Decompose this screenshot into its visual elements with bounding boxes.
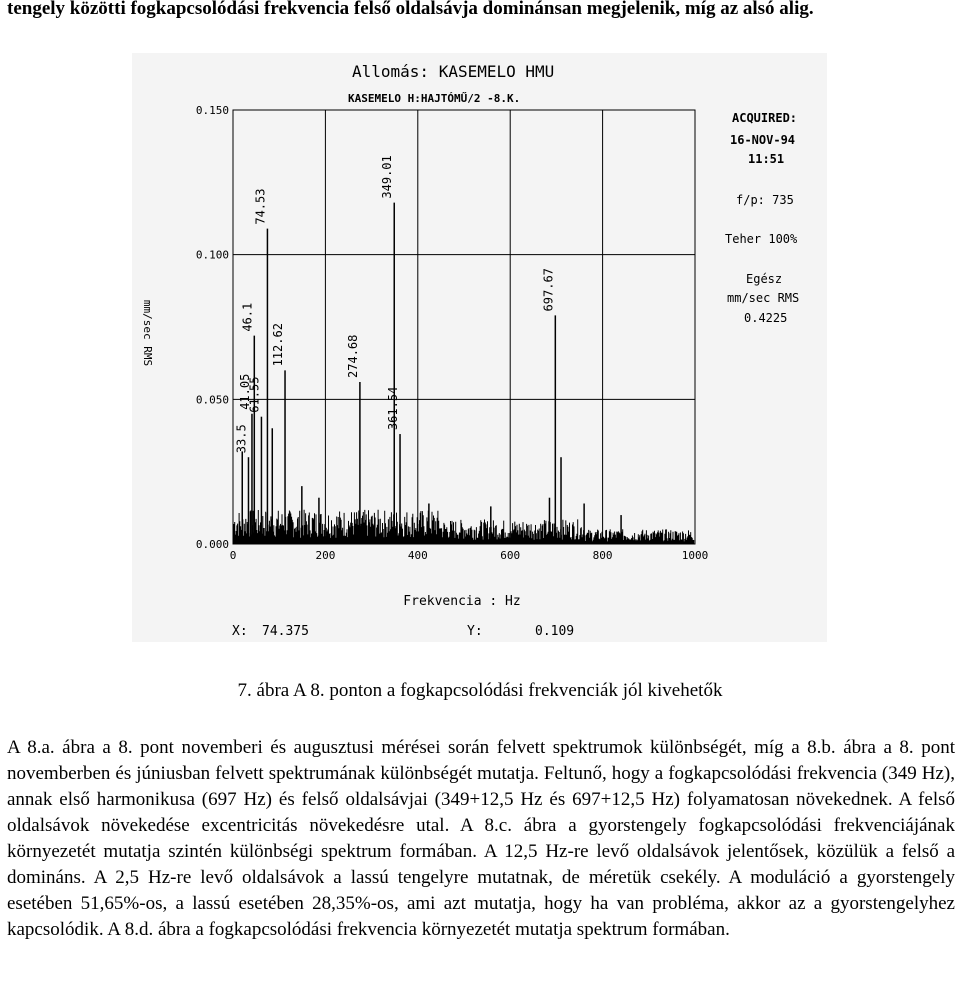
y-axis-label: mm/sec RMS [141, 299, 154, 367]
x-tick-label: 600 [500, 549, 521, 562]
overall-label: Egész [746, 272, 783, 286]
overall-unit: mm/sec RMS [727, 291, 800, 305]
peak-label: 46.1 [240, 302, 255, 332]
figure-caption: 7. ábra A 8. ponton a fogkapcsolódási frekvenciák jól kivehetők [237, 680, 723, 701]
peak-label: 274.68 [345, 334, 360, 378]
body-paragraph: A 8.a. ábra a 8. pont novemberi és augusztusi mérései során felvett spektrumok különbségét, míg a 8.b. ábra a 8. pont novemberben és júniusban felvett spektrumának különbségét mutatja. Feltunő, hogy a fogkapcsolódási frekvencia (349 Hz), annak első harmonikusa (697 Hz) és felső oldalsávjai (349+12,5 Hz és 697+12,5 Hz) folyamatosan növekednek. A felső oldalsávok növekedése excentricitás növekedésre utal. A 8.c. ábra a gyorstengely fogkapcsolódási frekvenciájának környezetét mutatja szintén különbségi spektrum formában. A 12,5 Hz-re levő oldalsávok jelentősek, közülük a felső a domináns. A 2,5 Hz-re levő oldalsávok a lassú tengelyre mutatnak, de méretük csekély. A moduláció a gyorstengely esetében 51,65%-os, a lassú esetében 28,35%-os, ami azt mutatja, hogy ha van probléma, akkor az a gyorstengelyhez kapcsolódik. A 8.d. ábra a fogkapcsolódási frekvencia környezetét mutatja spektrum formában. [7, 737, 955, 940]
figure-subtitle: KASEMELO H:HAJTÓMŰ/2 -8.K. [348, 92, 521, 105]
plot-frame [233, 110, 695, 544]
y-tick-label: 0.100 [195, 248, 229, 262]
spectrum-figure [132, 53, 827, 642]
x-tick-label: 400 [407, 549, 428, 562]
acquired-label: ACQUIRED: [732, 111, 798, 125]
load-value: Teher 100% [725, 232, 798, 246]
y-tick-label: 0.000 [195, 538, 229, 551]
peak-label: 361.54 [386, 386, 401, 431]
plot-area [196, 104, 708, 562]
body-text [7, 735, 955, 943]
x-tick-label: 0 [229, 549, 237, 562]
cursor-y-label: Y: [467, 624, 483, 639]
fp-value: f/p: 735 [736, 193, 794, 207]
spectrum-chart [132, 53, 827, 642]
peak-label: 697.67 [541, 268, 556, 312]
x-axis-label: Frekvencia : Hz [403, 594, 521, 609]
cursor-y-value: 0.109 [535, 624, 575, 639]
peak-label: 349.01 [380, 155, 395, 199]
peak-label: 61.55 [247, 376, 262, 413]
acquired-time: 11:51 [748, 152, 785, 166]
overall-value: 0.4225 [744, 311, 788, 325]
intro-line: tengely közötti fogkapcsolódási frekvencia felső oldalsávja dominánsan megjelenik, míg az alsó alig. [7, 0, 814, 19]
peak-label: 74.53 [253, 188, 268, 225]
y-tick-label: 0.050 [195, 393, 229, 407]
y-tick-label: 0.150 [195, 104, 229, 117]
peak-label: 41.05 [237, 373, 252, 410]
cursor-x-value: 74.375 [262, 624, 309, 639]
x-tick-label: 200 [315, 549, 336, 562]
peak-label: 33.5 [234, 424, 249, 454]
figure-title: Allomás: KASEMELO HMU [352, 62, 555, 81]
peak-label: 112.62 [271, 323, 286, 367]
cursor-x-label: X: [232, 624, 248, 639]
acquired-date: 16-NOV-94 [730, 133, 796, 147]
x-tick-label: 1000 [681, 549, 709, 562]
x-tick-label: 800 [592, 549, 613, 562]
